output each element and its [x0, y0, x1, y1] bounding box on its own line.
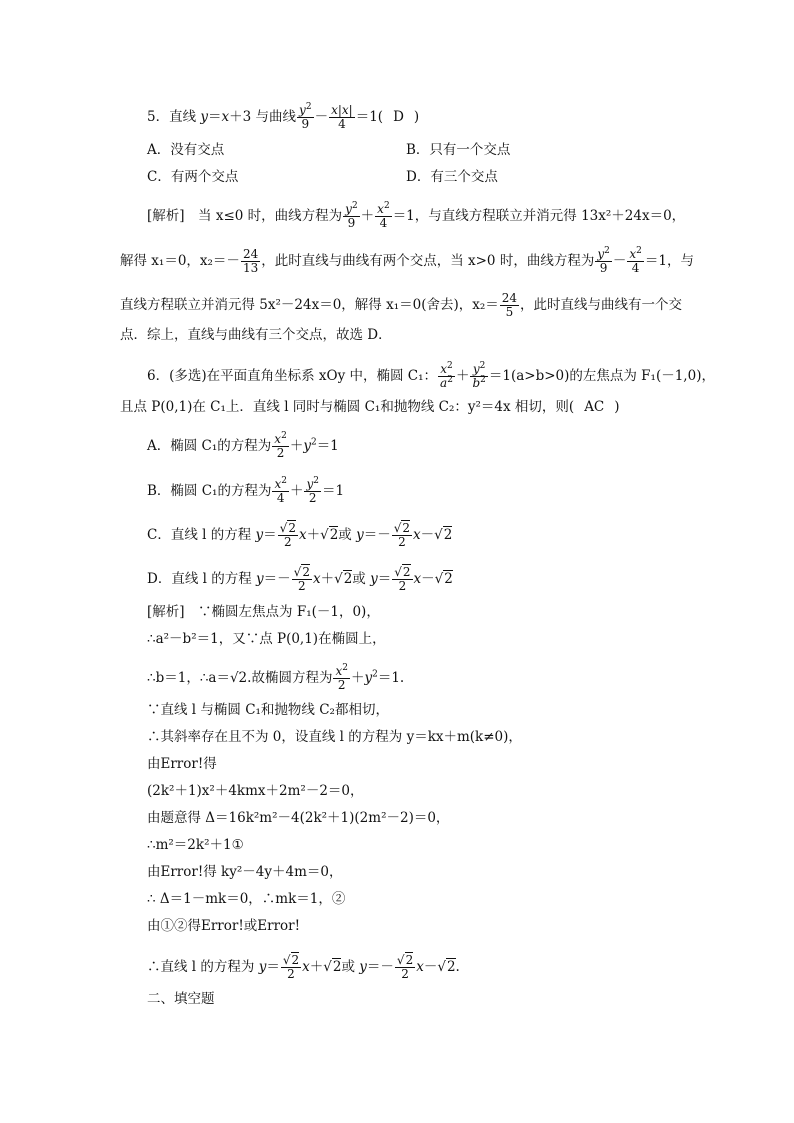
- q5-analysis-line-2: 解得 x₁＝0，x₂＝－ $\frac{24}{13}$ ，此时直线与曲线有两个交点，当 x>0 时，曲线方程为 $\frac{y^2}{9}$ － $\frac{x^2}{4}$ ＝1，与: [120, 246, 694, 275]
- q5-option-d: D．有三个交点: [406, 169, 498, 185]
- q5-analysis-line-1: [解析] 当 x≤0 时，曲线方程为 $\frac{y^2}{9}$ ＋ $\frac{x^2}{4}$ ＝1，与直线方程联立并消元得 13x²＋24x＝0，: [147, 201, 686, 230]
- q5-answer: D: [393, 109, 404, 125]
- q6-solution-line-8: 由题意得 Δ＝16k²m²－4(2k²＋1)(2m²－2)＝0，: [147, 810, 450, 826]
- q6-solution-line-3: ∴b＝1，∴a＝√2.故椭圆方程为 $\frac{x^2}{2}$ $+y^2=1$.: [147, 663, 405, 692]
- q6-option-d: D．直线 l 的方程 y＝－ $\frac{√2}{2}$ x＋√2或 y＝ $\frac{√2}{2}$ x－√2: [147, 565, 453, 593]
- q6-stem-line-2: 且点 P(0,1)在 C₁上．直线 l 同时与椭圆 C₁和抛物线 C₂：y²＝4x 相切，则( AC ): [120, 399, 620, 415]
- q6-option-a: A．椭圆 C₁的方程为 $\frac{x^2}{2}$ $+y^2=1$: [147, 431, 339, 460]
- q6-solution-line-7: (2k²＋1)x²＋4kmx＋2m²－2＝0，: [147, 783, 364, 799]
- q6-solution-line-4: ∵直线 l 与椭圆 C₁和抛物线 C₂都相切，: [147, 702, 389, 718]
- q5-option-c: C．有两个交点: [147, 169, 239, 185]
- q6-answer: AC: [584, 399, 605, 415]
- q5-analysis-line-4: 点．综上，直线与曲线有三个交点，故选 D．: [120, 327, 392, 343]
- q5-option-a: A．没有交点: [147, 142, 225, 158]
- q6-option-b: B．椭圆 C₁的方程为 $\frac{x^2}{4}$ ＋ $\frac{y^2}{2}$ ＝1: [147, 476, 345, 505]
- q6-option-c: C．直线 l 的方程 y＝ $\frac{√2}{2}$ x＋√2或 y＝－ $\frac{√2}{2}$ x－√2: [147, 521, 453, 549]
- q6-solution-line-11: ∴ Δ＝1－mk＝0，∴mk＝1，②: [147, 891, 346, 907]
- q6-solution-line-10: 由Error!得 ky²－4y＋4m＝0，: [147, 864, 343, 880]
- q6-solution-line-2: ∴a²－b²＝1，又∵点 P(0,1)在椭圆上，: [147, 631, 386, 647]
- section-heading: 二、填空题: [147, 991, 215, 1007]
- q6-stem-line-1: 6．(多选)在平面直角坐标系 xOy 中，椭圆 C₁： $\frac{x^2}{a^2}$ ＋ $\frac{y^2}{b^2}$ ＝1(a>b>0)的左焦点为 F₁(－1,0)，: [147, 361, 715, 390]
- q6-solution-line-12: 由①②得Error!或Error!: [147, 918, 301, 934]
- q5-option-b: B．只有一个交点: [406, 142, 511, 158]
- q6-solution-line-9: ∴m²＝2k²＋1①: [147, 837, 244, 853]
- q5-analysis-line-3: 直线方程联立并消元得 5x²－24x＝0，解得 x₁＝0(舍去)，x₂＝ $\frac{24}{5}$ ，此时直线与曲线有一个交: [120, 291, 683, 319]
- q6-solution-line-6: 由Error!得: [147, 756, 217, 772]
- q5-stem: 5．直线 y＝x＋3 与曲线 $\frac{y^2}{9}$ － $\frac{x|x|}{4}$ ＝1( D ): [147, 102, 420, 131]
- q6-solution-line-5: ∴其斜率存在且不为 0，设直线 l 的方程为 y＝kx＋m(k≠0)，: [147, 729, 522, 745]
- q6-solution-line-13: ∴直线 l 的方程为 y＝ $\frac{√2}{2}$ x＋√2或 y＝－ $\frac{√2}{2}$ x－√2.: [147, 953, 460, 981]
- q6-solution-line-1: [解析] ∵椭圆左焦点为 F₁(－1，0)，: [147, 604, 380, 620]
